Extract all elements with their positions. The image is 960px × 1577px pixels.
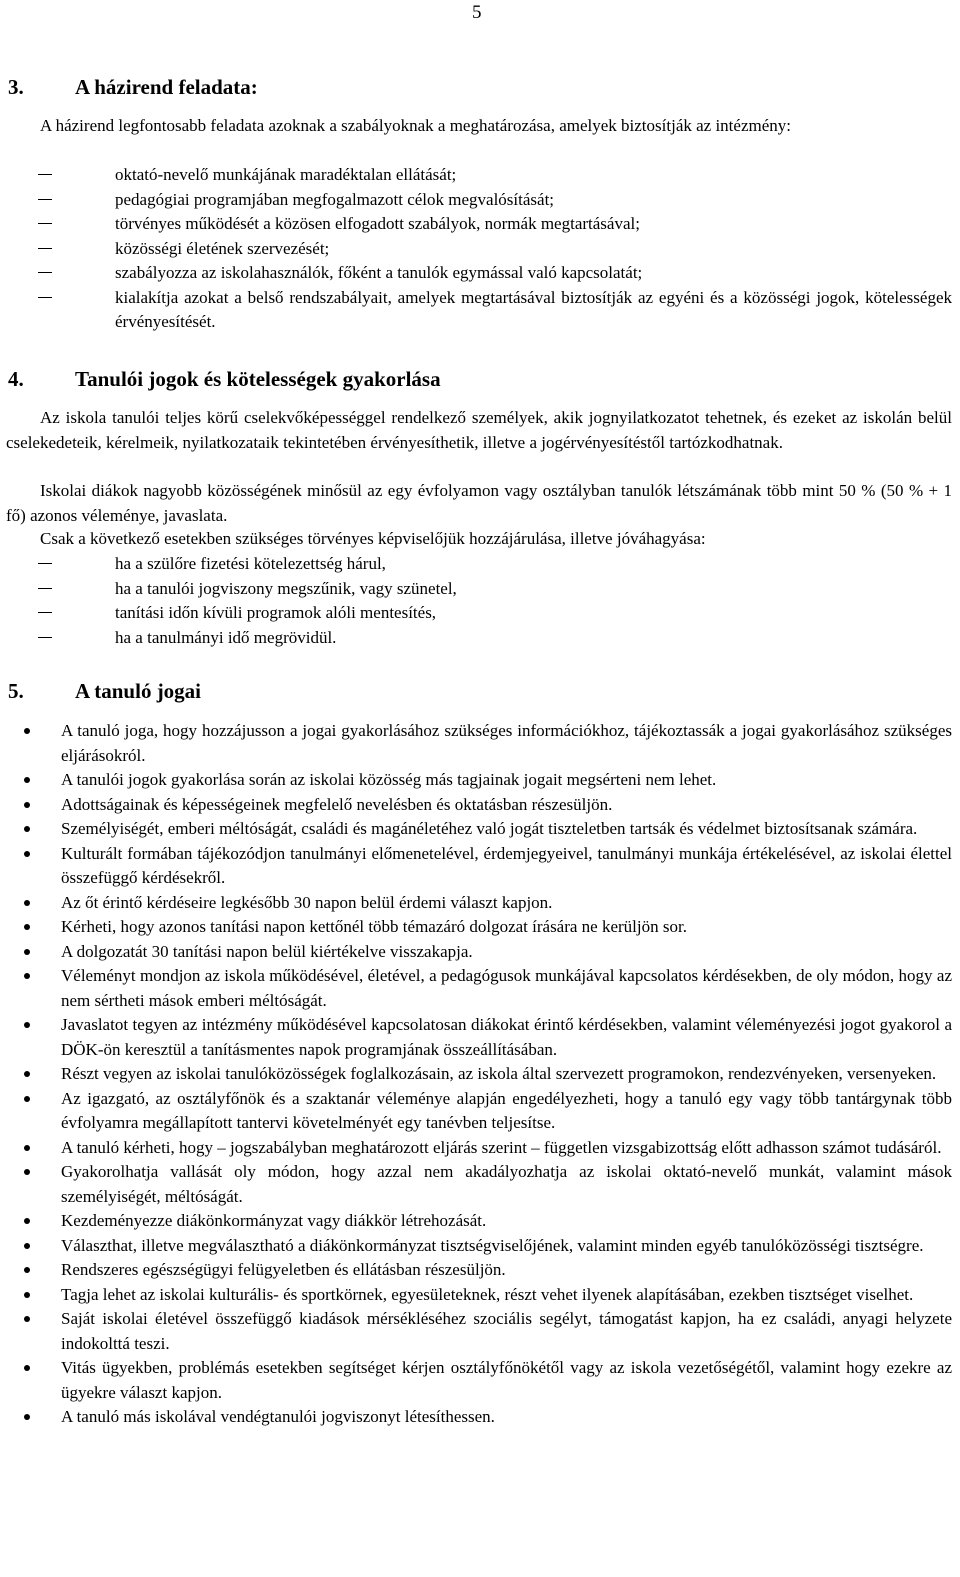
page-number: 5 <box>472 2 482 23</box>
bullet-marker <box>24 1243 30 1249</box>
list-item: A tanuló más iskolával vendégtanulói jogviszonyt létesíthessen. <box>0 1405 952 1430</box>
dash-marker <box>38 612 52 613</box>
dash-marker <box>38 588 52 589</box>
section-4-number: 4. <box>8 367 24 391</box>
dash-marker <box>38 297 52 298</box>
dash-marker <box>38 174 52 175</box>
list-item: Választhat, illetve megválasztható a diákönkormányzat tisztségviselőjének, valamint minden egyéb tanulóközösségi tisztségre. <box>0 1234 952 1259</box>
bullet-marker <box>24 1267 30 1273</box>
bullet-marker <box>24 1071 30 1077</box>
bullet-marker <box>24 777 30 783</box>
bullet-marker <box>24 1096 30 1102</box>
list-item: Személyiségét, emberi méltóságát, családi és magánéletéhez való jogát tiszteletben tartsák és védelmet biztosítsanak számára. <box>0 817 952 842</box>
dash-marker <box>38 199 52 200</box>
list-item: Véleményt mondjon az iskola működésével, életével, a pedagógusok munkájával kapcsolatos kérdésekben, de oly módon, hogy az nem sértheti mások emberi méltóságát. <box>0 964 952 1013</box>
list-item: Kulturált formában tájékozódjon tanulmányi előmenetelével, érdemjegyeivel, tanulmányi munkája értékelésével, az iskolai élettel összefüggő kérdésekről. <box>0 842 952 891</box>
list-item: Adottságainak és képességeinek megfelelő nevelésben és oktatásban részesüljön. <box>0 793 952 818</box>
bullet-marker <box>24 728 30 734</box>
list-item: ha a szülőre fizetési kötelezettség hárul, <box>0 552 952 577</box>
section-5-heading <box>8 678 201 704</box>
section-3-title: A házirend feladata: <box>75 75 258 99</box>
bullet-marker <box>24 1022 30 1028</box>
list-item: A tanuló kérheti, hogy – jogszabályban meghatározott eljárás szerint – független vizsgabizottság előtt adhasson számot tudásáról. <box>0 1136 952 1161</box>
dash-marker <box>38 272 52 273</box>
list-item: Az igazgató, az osztályfőnök és a szaktanár véleménye alapján engedélyezheti, hogy a tanuló egy vagy több tantárgynak több évfolyamra megállapított tantervi követelményét egy tanévben teljesítse. <box>0 1087 952 1136</box>
list-item: Vitás ügyekben, problémás esetekben segítséget kérjen osztályfőnökétől vagy az iskola vezetőségétől, valamint hogy ezekre az ügyekre választ kapjon. <box>0 1356 952 1405</box>
section-4-list <box>0 552 952 650</box>
section-4-paragraph-1: Az iskola tanulói teljes körű cselekvőképességgel rendelkező személyek, akik jognyilatkozatot tehetnek, és ezeket az iskolán belül cselekedeteik, kérelmeik, nyilatkozataik tekintetében érvényesíthetik, illetve a jogérvényesítéstől tartózkodhatnak. <box>6 408 952 452</box>
list-item: Javaslatot tegyen az intézmény működésével kapcsolatosan diákokat érintő kérdésekben, valamint véleményezési jogot gyakorol a DÖK-ön keresztül a tanításmentes napok programjának összeállításában. <box>0 1013 952 1062</box>
list-item: Rendszeres egészségügyi felügyeletben és ellátásban részesüljön. <box>0 1258 952 1283</box>
dash-marker <box>38 223 52 224</box>
bullet-marker <box>24 802 30 808</box>
section-3-heading <box>8 74 258 100</box>
bullet-marker <box>24 1169 30 1175</box>
list-item: Az őt érintő kérdéseire legkésőbb 30 napon belül érdemi választ kapjon. <box>0 891 952 916</box>
list-item: közösségi életének szervezését; <box>0 237 952 262</box>
list-item: ha a tanulmányi idő megrövidül. <box>0 626 952 651</box>
section-5-list <box>0 719 952 1430</box>
list-item: Kezdeményezze diákönkormányzat vagy diákkör létrehozását. <box>0 1209 952 1234</box>
bullet-marker <box>24 1365 30 1371</box>
section-4-paragraph-2: Iskolai diákok nagyobb közösségének minősül az egy évfolyamon vagy osztályban tanulók létszámának több mint 50 % (50 % + 1 fő) azonos véleménye, javaslata. <box>6 481 952 525</box>
section-4-heading <box>8 366 441 392</box>
list-item: Tagja lehet az iskolai kulturális- és sportkörnek, egyesületeknek, részt vehet ilyenek alapításában, ezekben tisztséget viselhet. <box>0 1283 952 1308</box>
bullet-marker <box>24 973 30 979</box>
section-5-number: 5. <box>8 679 24 703</box>
list-item: pedagógiai programjában megfogalmazott célok megvalósítását; <box>0 188 952 213</box>
list-item: A tanulói jogok gyakorlása során az iskolai közösség más tagjainak jogait megsérteni nem lehet. <box>0 768 952 793</box>
section-5-title: A tanuló jogai <box>75 679 202 703</box>
section-3-number: 3. <box>8 75 24 99</box>
section-4-title: Tanulói jogok és kötelességek gyakorlása <box>75 367 441 391</box>
list-item: Részt vegyen az iskolai tanulóközösségek foglalkozásain, az iskola által szervezett programokon, rendezvényeken, versenyeken. <box>0 1062 952 1087</box>
section-3-intro: A házirend legfontosabb feladata azoknak a szabályoknak a meghatározása, amelyek biztosítják az intézmény: <box>40 116 791 135</box>
dash-marker <box>38 248 52 249</box>
list-item: tanítási időn kívüli programok alóli mentesítés, <box>0 601 952 626</box>
list-item: oktató-nevelő munkájának maradéktalan ellátását; <box>0 163 952 188</box>
list-item: Kérheti, hogy azonos tanítási napon kettőnél több témazáró dolgozat írására ne kerüljön sor. <box>0 915 952 940</box>
bullet-marker <box>24 1316 30 1322</box>
list-item: Gyakorolhatja vallását oly módon, hogy azzal nem akadályozhatja az iskolai oktató-nevelő munkát, valamint mások személyiségét, méltóságát. <box>0 1160 952 1209</box>
bullet-marker <box>24 1218 30 1224</box>
bullet-marker <box>24 1414 30 1420</box>
bullet-marker <box>24 826 30 832</box>
dash-marker <box>38 563 52 564</box>
list-item: szabályozza az iskolahasználók, főként a tanulók egymással való kapcsolatát; <box>0 261 952 286</box>
bullet-marker <box>24 900 30 906</box>
bullet-marker <box>24 949 30 955</box>
bullet-marker <box>24 1292 30 1298</box>
list-item: A tanuló joga, hogy hozzájusson a jogai gyakorlásához szükséges információkhoz, tájékoztassák a jogai gyakorlásához szükséges eljárásokról. <box>0 719 952 768</box>
list-item: kialakítja azokat a belső rendszabályait, amelyek megtartásával biztosítják az egyéni és a közösségi jogok, kötelességek érvényesítését. <box>0 286 952 335</box>
list-item: ha a tanulói jogviszony megszűnik, vagy szünetel, <box>0 577 952 602</box>
section-4-paragraph-3: Csak a következő esetekben szükséges törvényes képviselőjük hozzájárulása, illetve jóváhagyása: <box>40 529 706 548</box>
list-item: Saját iskolai életével összefüggő kiadások mérsékléséhez szociális segélyt, támogatást kapjon, ha ez családi, anyagi helyzete indokolttá teszi. <box>0 1307 952 1356</box>
dash-marker <box>38 637 52 638</box>
bullet-marker <box>24 924 30 930</box>
list-item: törvényes működését a közösen elfogadott szabályok, normák megtartásával; <box>0 212 952 237</box>
bullet-marker <box>24 851 30 857</box>
section-3-list <box>0 163 952 335</box>
bullet-marker <box>24 1145 30 1151</box>
list-item: A dolgozatát 30 tanítási napon belül kiértékelve visszakapja. <box>0 940 952 965</box>
